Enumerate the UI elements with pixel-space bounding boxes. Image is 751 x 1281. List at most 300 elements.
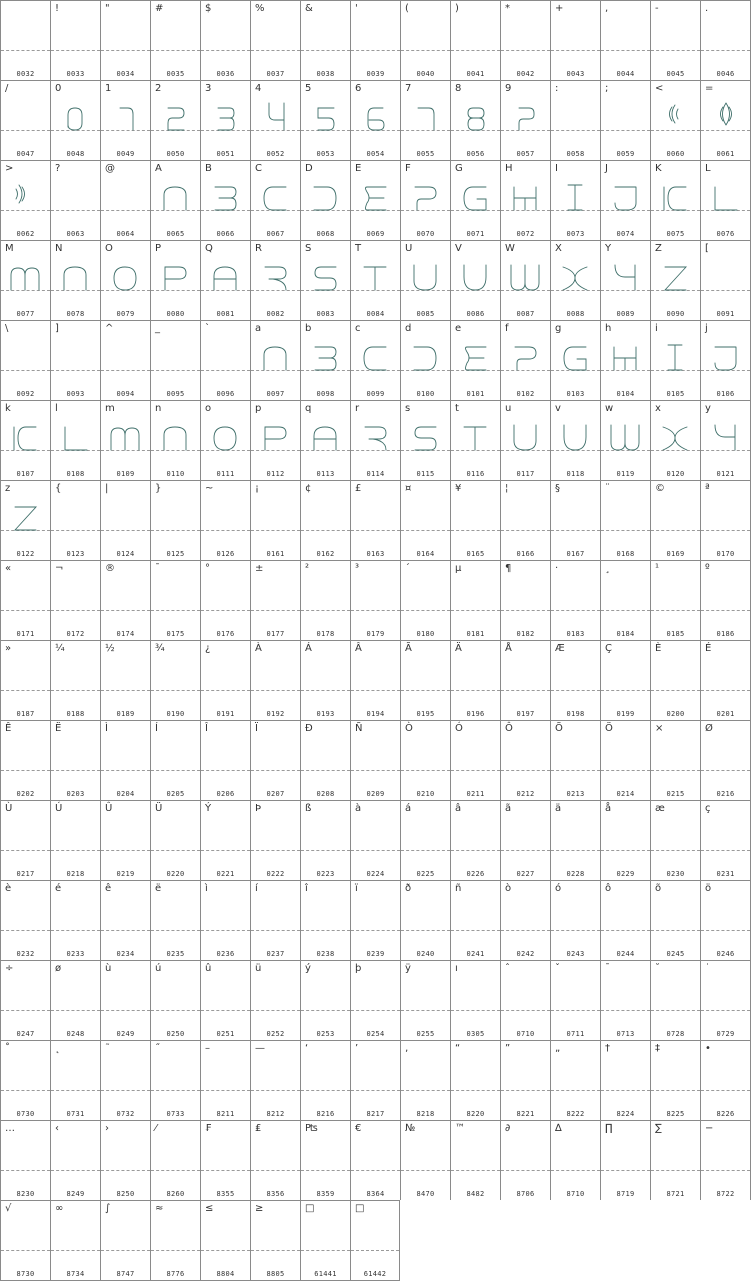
baseline-guide: [551, 690, 600, 691]
code-point-label: 0215: [666, 790, 685, 798]
character-label: q: [305, 403, 312, 414]
code-point-label: 0092: [16, 390, 35, 398]
character-label: ï: [355, 883, 358, 894]
glyph-cell: [350, 800, 400, 880]
glyph-cell: [550, 1120, 600, 1200]
character-label: Y: [605, 243, 612, 254]
baseline-guide: [251, 850, 300, 851]
glyph-cell: [500, 0, 550, 80]
glyph-cell: [200, 800, 250, 880]
code-point-label: 0190: [166, 710, 185, 718]
baseline-guide: [51, 610, 100, 611]
character-label: A: [155, 163, 162, 174]
code-point-label: 0206: [216, 790, 235, 798]
character-label: †: [605, 1043, 610, 1054]
character-label: ô: [605, 883, 612, 894]
character-label: ñ: [455, 883, 462, 894]
code-point-label: 0062: [16, 230, 35, 238]
baseline-guide: [1, 50, 50, 51]
baseline-guide: [451, 610, 500, 611]
code-point-label: 0180: [416, 630, 435, 638]
code-point-label: 0072: [516, 230, 535, 238]
glyph-cell: [500, 80, 550, 160]
i-glyph: [551, 161, 601, 241]
code-point-label: 0234: [116, 950, 135, 958]
baseline-guide: [501, 770, 550, 771]
code-point-label: 0058: [566, 150, 585, 158]
baseline-guide: [701, 1010, 750, 1011]
character-label: p: [255, 403, 262, 414]
character-label: Ç: [605, 643, 612, 654]
glyph-cell: [350, 480, 400, 560]
glyph-cell: [700, 240, 751, 320]
glyph-cell: [700, 400, 751, 480]
glyph-cell: [250, 1120, 300, 1200]
s-glyph: [301, 241, 351, 321]
character-label: ä: [555, 803, 562, 814]
glyph-cell: [250, 240, 300, 320]
character-label: <: [655, 83, 664, 94]
baseline-guide: [251, 610, 300, 611]
baseline-guide: [201, 930, 250, 931]
glyph-cell: [100, 1120, 150, 1200]
glyph-cell: [200, 560, 250, 640]
baseline-guide: [201, 690, 250, 691]
code-point-label: 0039: [366, 70, 385, 78]
character-label: ¾: [155, 643, 165, 654]
character-label: D: [305, 163, 313, 174]
glyph-cell: [350, 560, 400, 640]
character-label: v: [555, 403, 561, 414]
u-glyph: [501, 401, 551, 481]
character-label: +: [555, 3, 564, 14]
character-label: Ý: [205, 803, 212, 814]
baseline-guide: [251, 930, 300, 931]
code-point-label: 0226: [466, 870, 485, 878]
glyph-cell: [600, 1120, 650, 1200]
glyph-cell: [700, 880, 751, 960]
baseline-guide: [401, 770, 450, 771]
glyph-cell: [200, 320, 250, 400]
t-glyph: [351, 241, 401, 321]
glyph-cell: [100, 160, 150, 240]
code-point-label: 0047: [16, 150, 35, 158]
baseline-guide: [301, 50, 350, 51]
character-label: »: [5, 643, 12, 654]
baseline-guide: [51, 530, 100, 531]
character-label: G: [455, 163, 463, 174]
baseline-guide: [251, 1090, 300, 1091]
glyph-cell: [650, 1040, 700, 1120]
baseline-guide: [551, 130, 600, 131]
character-label: è: [5, 883, 12, 894]
baseline-guide: [1, 1090, 50, 1091]
baseline-guide: [201, 1170, 250, 1171]
glyph-cell: [350, 1120, 400, 1200]
code-point-label: 0042: [516, 70, 535, 78]
glyph-cell: [400, 1120, 450, 1200]
baseline-guide: [101, 1090, 150, 1091]
character-label: ¼: [55, 643, 65, 654]
baseline-guide: [701, 50, 750, 51]
glyph-cell: [400, 1040, 450, 1120]
baseline-guide: [601, 50, 650, 51]
code-point-label: 0070: [416, 230, 435, 238]
glyph-cell: [200, 240, 250, 320]
baseline-guide: [301, 1010, 350, 1011]
character-label: k: [5, 403, 11, 414]
glyph-cell: [150, 960, 200, 1040]
baseline-guide: [401, 50, 450, 51]
glyph-cell: [450, 480, 500, 560]
baseline-guide: [451, 50, 500, 51]
code-point-label: 0170: [716, 550, 735, 558]
glyph-cell: [500, 320, 550, 400]
code-point-label: 0041: [466, 70, 485, 78]
character-label: æ: [655, 803, 665, 814]
code-point-label: 8706: [516, 1190, 535, 1198]
glyph-cell: [0, 640, 50, 720]
code-point-label: 0223: [316, 870, 335, 878]
glyph-cell: [250, 400, 300, 480]
code-point-label: 0096: [216, 390, 235, 398]
baseline-guide: [501, 1170, 550, 1171]
code-point-label: 0059: [616, 150, 635, 158]
code-point-label: 0231: [716, 870, 735, 878]
character-label: Ì: [105, 723, 108, 734]
code-point-label: 0238: [316, 950, 335, 958]
glyph-cell: [650, 1120, 700, 1200]
glyph-cell: [550, 160, 600, 240]
baseline-guide: [351, 1010, 400, 1011]
q-glyph: [301, 401, 351, 481]
character-label: ±: [255, 563, 264, 574]
glyph-cell: [650, 240, 700, 320]
character-label: Ø: [705, 723, 713, 734]
glyph-cell: [200, 80, 250, 160]
baseline-guide: [351, 1090, 400, 1091]
baseline-guide: [501, 690, 550, 691]
glyph-cell: [100, 80, 150, 160]
character-label: «: [5, 563, 12, 574]
character-label: Ö: [605, 723, 613, 734]
glyph-cell: [50, 1120, 100, 1200]
character-label: ∆: [555, 1123, 562, 1134]
baseline-guide: [1, 130, 50, 131]
glyph-cell: [400, 800, 450, 880]
code-point-label: 0120: [666, 470, 685, 478]
baseline-guide: [501, 50, 550, 51]
baseline-guide: [551, 610, 600, 611]
baseline-guide: [451, 850, 500, 851]
code-point-label: 0208: [316, 790, 335, 798]
g-glyph: [451, 161, 501, 241]
code-point-label: 0032: [16, 70, 35, 78]
character-label: ˇ: [555, 963, 560, 974]
baseline-guide: [51, 1090, 100, 1091]
glyph-cell: [300, 1040, 350, 1120]
baseline-guide: [201, 530, 250, 531]
code-point-label: 0248: [66, 1030, 85, 1038]
baseline-guide: [51, 1170, 100, 1171]
character-label: ¸: [605, 563, 610, 574]
baseline-guide: [601, 530, 650, 531]
baseline-guide: [651, 850, 700, 851]
e-glyph: [451, 321, 501, 401]
m-glyph: [101, 401, 151, 481]
character-label: ^: [105, 323, 114, 334]
glyph-cell: [100, 1200, 150, 1281]
glyph-cell: [150, 240, 200, 320]
glyph-cell: [700, 640, 751, 720]
glyph-cell: [500, 240, 550, 320]
glyph-cell: [100, 0, 150, 80]
glyph-cell: [700, 80, 751, 160]
code-point-label: 0061: [716, 150, 735, 158]
character-label: õ: [655, 883, 662, 894]
baseline-guide: [551, 930, 600, 931]
character-label: ≥: [255, 1203, 264, 1214]
glyph-cell: [500, 480, 550, 560]
character-label: Û: [105, 803, 113, 814]
character-label: d: [405, 323, 412, 334]
glyph-cell: [500, 800, 550, 880]
code-point-label: 0091: [716, 310, 735, 318]
baseline-guide: [51, 850, 100, 851]
code-point-label: 0063: [66, 230, 85, 238]
character-label: E: [355, 163, 362, 174]
baseline-guide: [101, 610, 150, 611]
code-point-label: 0247: [16, 1030, 35, 1038]
s-glyph: [401, 401, 451, 481]
baseline-guide: [1, 1250, 50, 1251]
glyph-cell: [0, 240, 50, 320]
a-glyph: [151, 161, 201, 241]
code-point-label: 0205: [166, 790, 185, 798]
glyph-cell: [0, 880, 50, 960]
baseline-guide: [451, 530, 500, 531]
glyph-cell: [100, 720, 150, 800]
code-point-label: 0219: [116, 870, 135, 878]
character-label: 8: [455, 83, 462, 94]
glyph-cell: [550, 1040, 600, 1120]
glyph-cell: [50, 560, 100, 640]
code-point-label: 0114: [366, 470, 385, 478]
character-label: }: [155, 483, 162, 494]
character-label: ¢: [305, 483, 312, 494]
glyph-cell: [650, 160, 700, 240]
code-point-label: 8249: [66, 1190, 85, 1198]
baseline-guide: [601, 1170, 650, 1171]
baseline-guide: [301, 1170, 350, 1171]
glyph-cell: [600, 400, 650, 480]
character-label: ˉ: [605, 963, 610, 974]
baseline-guide: [151, 930, 200, 931]
baseline-guide: [251, 1170, 300, 1171]
glyph-cell: [600, 320, 650, 400]
character-label: *: [505, 3, 510, 14]
code-point-label: 0194: [366, 710, 385, 718]
code-point-label: 0710: [516, 1030, 535, 1038]
code-point-label: 0228: [566, 870, 585, 878]
glyph-cell: [100, 880, 150, 960]
code-point-label: 0253: [316, 1030, 335, 1038]
character-label: ‹: [55, 1123, 59, 1134]
glyph-cell: [450, 960, 500, 1040]
baseline-guide: [51, 1250, 100, 1251]
glyph-cell: [250, 320, 300, 400]
code-point-label: 0184: [616, 630, 635, 638]
character-label: Â: [355, 643, 362, 654]
character-label: f: [505, 323, 509, 334]
code-point-label: 0213: [566, 790, 585, 798]
character-label: …: [5, 1123, 15, 1134]
character-label: ¦: [505, 483, 509, 494]
code-point-label: 0161: [266, 550, 285, 558]
code-point-label: 0125: [166, 550, 185, 558]
code-point-label: 8776: [166, 1270, 185, 1278]
character-label: ¤: [405, 483, 412, 494]
code-point-label: 0165: [466, 550, 485, 558]
e-glyph: [351, 161, 401, 241]
code-point-label: 8218: [416, 1110, 435, 1118]
baseline-guide: [451, 690, 500, 691]
character-label: /: [5, 83, 9, 94]
glyph-cell: [600, 0, 650, 80]
character-label: ™: [455, 1123, 465, 1134]
glyph-cell: [400, 160, 450, 240]
code-point-label: 0246: [716, 950, 735, 958]
code-point-label: 0068: [316, 230, 335, 238]
character-label: ÿ: [405, 963, 411, 974]
character-label: c: [355, 323, 361, 334]
code-point-label: 0729: [716, 1030, 735, 1038]
glyph-cell: [300, 560, 350, 640]
code-point-label: 0049: [116, 150, 135, 158]
character-label: ²: [305, 563, 310, 574]
character-label: F: [405, 163, 411, 174]
baseline-guide: [201, 610, 250, 611]
baseline-guide: [401, 610, 450, 611]
character-label: ∑: [655, 1123, 662, 1134]
character-label: à: [355, 803, 362, 814]
baseline-guide: [101, 1250, 150, 1251]
character-label: ⁄: [155, 1123, 157, 1134]
code-point-label: 0212: [516, 790, 535, 798]
character-label: ;: [605, 83, 609, 94]
glyph-cell: [450, 640, 500, 720]
character-label: 7: [405, 83, 412, 94]
baseline-guide: [651, 530, 700, 531]
z-glyph: [651, 241, 701, 321]
glyph-cell: [250, 160, 300, 240]
baseline-guide: [301, 930, 350, 931]
code-point-label: 8211: [216, 1110, 235, 1118]
character-label: 6: [355, 83, 362, 94]
baseline-guide: [251, 690, 300, 691]
code-point-label: 0081: [216, 310, 235, 318]
code-point-label: 0171: [16, 630, 35, 638]
glyph-cell: [300, 320, 350, 400]
character-label: ø: [55, 963, 62, 974]
glyph-cell: [350, 960, 400, 1040]
code-point-label: 0169: [666, 550, 685, 558]
code-point-label: 0051: [216, 150, 235, 158]
glyph-cell: [100, 640, 150, 720]
glyph-cell: [550, 400, 600, 480]
code-point-label: 0187: [16, 710, 35, 718]
character-label: ¡: [255, 483, 260, 494]
glyph-cell: [50, 880, 100, 960]
k-glyph: [1, 401, 51, 481]
baseline-guide: [401, 530, 450, 531]
glyph-cell: [300, 720, 350, 800]
glyph-cell: [50, 480, 100, 560]
glyph-cell: [350, 1040, 400, 1120]
code-point-label: 0221: [216, 870, 235, 878]
baseline-guide: [1, 1010, 50, 1011]
character-label: ì: [205, 883, 208, 894]
glyph-cell: [150, 320, 200, 400]
character-label: ¬: [55, 563, 64, 574]
glyph-cell: [0, 1040, 50, 1120]
code-point-label: 0239: [366, 950, 385, 958]
code-point-label: 0214: [616, 790, 635, 798]
baseline-guide: [251, 50, 300, 51]
code-point-label: 0098: [316, 390, 335, 398]
code-point-label: 8355: [216, 1190, 235, 1198]
character-label: ú: [155, 963, 162, 974]
d-glyph: [401, 321, 451, 401]
baseline-guide: [201, 370, 250, 371]
character-label: Z: [655, 243, 662, 254]
code-point-label: 8356: [266, 1190, 285, 1198]
baseline-guide: [501, 850, 550, 851]
o-glyph: [101, 241, 151, 321]
glyph-cell: [650, 880, 700, 960]
character-label: j: [705, 323, 708, 334]
baseline-guide: [151, 1010, 200, 1011]
a-glyph: [251, 321, 301, 401]
glyph-cell: [550, 480, 600, 560]
character-label: z: [5, 483, 11, 494]
code-point-label: 8212: [266, 1110, 285, 1118]
character-label: $: [205, 3, 212, 14]
glyph-cell: [700, 320, 751, 400]
glyph-cell: [0, 0, 50, 80]
baseline-guide: [151, 50, 200, 51]
glyph-cell: [650, 560, 700, 640]
code-point-label: 0232: [16, 950, 35, 958]
character-label: ë: [155, 883, 162, 894]
glyph-cell: [250, 720, 300, 800]
code-point-label: 0220: [166, 870, 185, 878]
character-label: ₤: [255, 1123, 262, 1134]
five-glyph: [301, 81, 351, 161]
baseline-guide: [51, 1010, 100, 1011]
code-point-label: 0207: [266, 790, 285, 798]
baseline-guide: [651, 770, 700, 771]
i-glyph: [651, 321, 701, 401]
baseline-guide: [701, 290, 750, 291]
character-label: Ù: [5, 803, 13, 814]
glyph-cell: [100, 800, 150, 880]
glyph-cell: [550, 720, 600, 800]
character-label: Ð: [305, 723, 313, 734]
baseline-guide: [351, 530, 400, 531]
code-point-label: 0237: [266, 950, 285, 958]
glyph-cell: [0, 80, 50, 160]
